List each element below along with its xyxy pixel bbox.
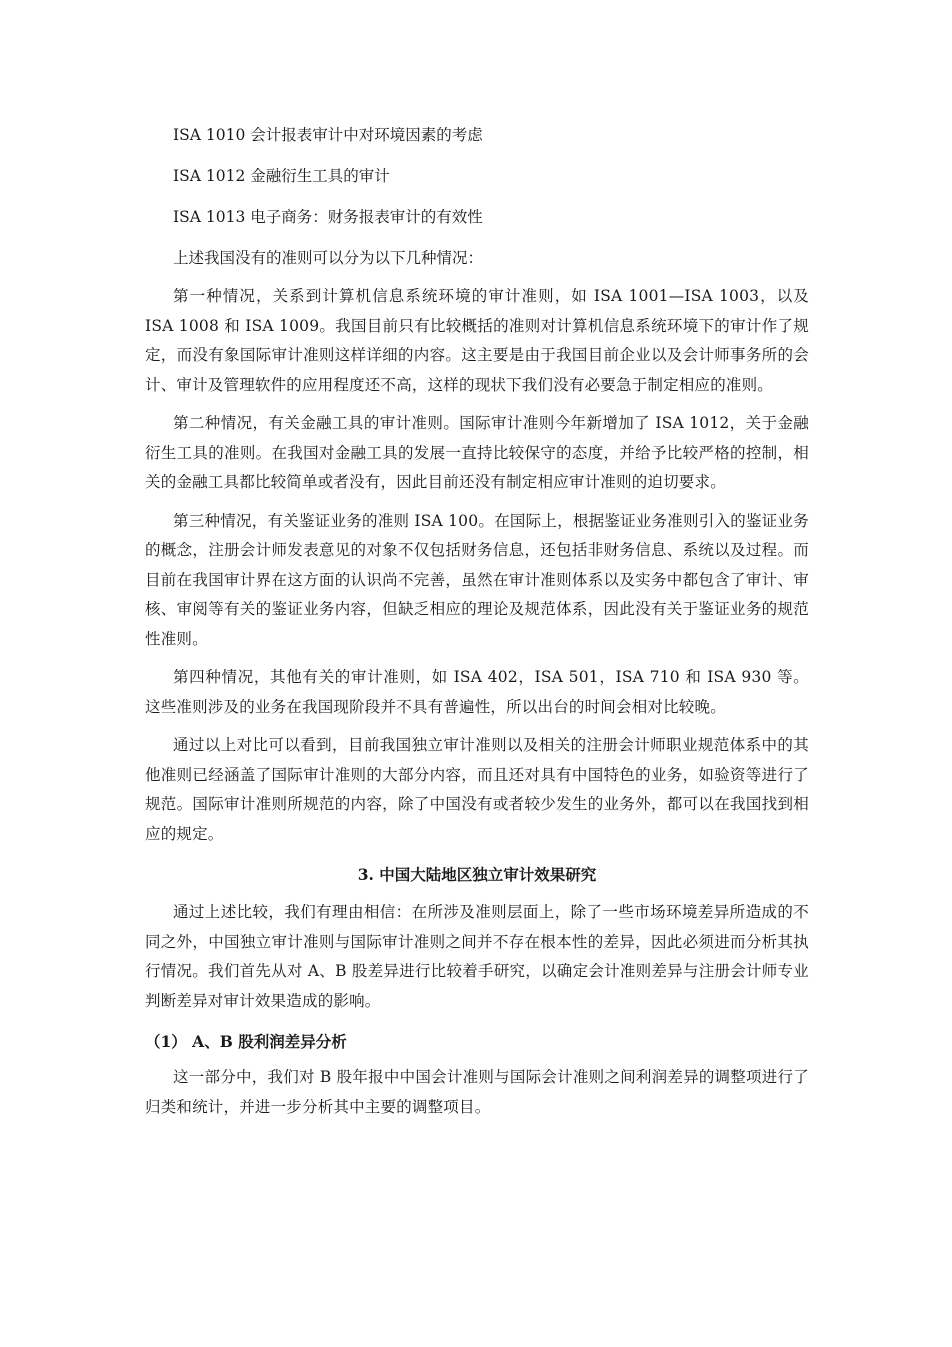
- list-item-isa-1012: ISA 1012 金融衍生工具的审计: [173, 167, 390, 185]
- paragraph-case-4: 第四种情况，其他有关的审计准则，如 ISA 402，ISA 501，ISA 710 和 ISA 930 等。这些准则涉及的业务在我国现阶段并不具有普遍性，所以出台的时间会相对比较晚。: [145, 668, 809, 716]
- section-heading: 3. 中国大陆地区独立审计效果研究: [357, 865, 597, 884]
- paragraph-summary: 通过以上对比可以看到，目前我国独立审计准则以及相关的注册会计师职业规范体系中的其他准则已经涵盖了国际审计准则的大部分内容，而且还对具有中国特色的业务，如验资等进行了规范。国际审计准则所规范的内容，除了中国没有或者较少发生的业务外，都可以在我国找到相应的规定。: [145, 736, 809, 843]
- list-item-isa-1013: ISA 1013 电子商务：财务报表审计的有效性: [173, 208, 483, 226]
- paragraph-case-3: 第三种情况，有关鉴证业务的准则 ISA 100。在国际上，根据鉴证业务准则引入的鉴证业务的概念，注册会计师发表意见的对象不仅包括财务信息，还包括非财务信息、系统以及过程。而目前在我国审计界在这方面的认识尚不完善，虽然在审计准则体系以及实务中都包含了审计、审核、审阅等有关的鉴证业务内容，但缺乏相应的理论及规范体系，因此没有关于鉴证业务的规范性准则。: [145, 511, 809, 648]
- subsection-heading: （1） A、B 股利润差异分析: [145, 1032, 347, 1051]
- paragraph-case-2: 第二种情况，有关金融工具的审计准则。国际审计准则今年新增加了 ISA 1012，关于金融衍生工具的准则。在我国对金融工具的发展一直持比较保守的态度，并给予比较严格的控制，相关的金融工具都比较简单或者没有，因此目前还没有制定相应审计准则的迫切要求。: [145, 414, 809, 491]
- list-item-isa-1010: ISA 1010 会计报表审计中对环境因素的考虑: [173, 126, 483, 144]
- document-page: [145, 118, 809, 1131]
- section-paragraph: 通过上述比较，我们有理由相信：在所涉及准则层面上，除了一些市场环境差异所造成的不同之外，中国独立审计准则与国际审计准则之间并不存在根本性的差异，因此必须进而分析其执行情况。我们首先从对 A、B 股差异进行比较着手研究，以确定会计准则差异与注册会计师专业判断差异对审计效果造成的影响。: [145, 903, 809, 1010]
- intro-line: 上述我国没有的准则可以分为以下几种情况：: [173, 249, 484, 267]
- subsection-paragraph: 这一部分中，我们对 B 股年报中中国会计准则与国际会计准则之间利润差异的调整项进行了归类和统计，并进一步分析其中主要的调整项目。: [145, 1068, 809, 1116]
- paragraph-case-1: 第一种情况，关系到计算机信息系统环境的审计准则，如 ISA 1001—ISA 1003，以及 ISA 1008 和 ISA 1009。我国目前只有比较概括的准则对计算机信息系统环境下的审计作了规定，而没有象国际审计准则这样详细的内容。这主要是由于我国目前企业以及会计师事务所的会计、审计及管理软件的应用程度还不高，这样的现状下我们没有必要急于制定相应的准则。: [145, 287, 809, 394]
